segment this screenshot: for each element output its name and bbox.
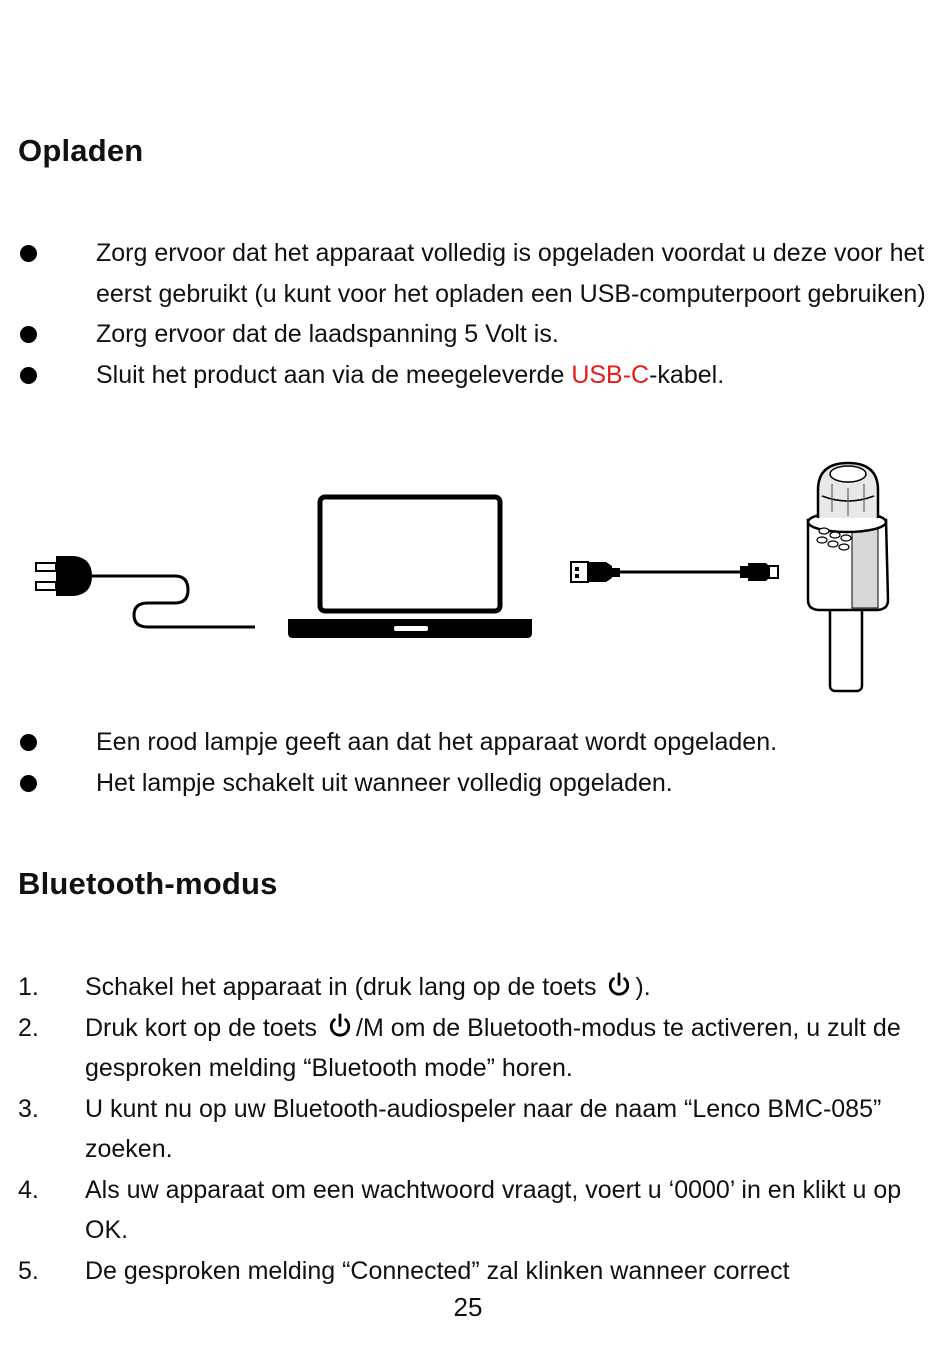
usb-cable-icon bbox=[571, 562, 778, 582]
bullet-icon bbox=[20, 775, 37, 792]
charging-illustration bbox=[0, 455, 950, 700]
list-item bbox=[0, 1170, 950, 1251]
list-item bbox=[0, 314, 950, 355]
bullet-text-after: -kabel. bbox=[649, 360, 725, 389]
karaoke-microphone-icon bbox=[808, 463, 888, 691]
bullet-text-before: Sluit het product aan via de meegeleverde bbox=[96, 360, 572, 389]
list-item bbox=[0, 1089, 950, 1170]
step-number: 3. bbox=[18, 1094, 39, 1123]
bullet-icon bbox=[20, 367, 37, 384]
step-text: De gesproken melding “Connected” zal klinken wanneer correct bbox=[85, 1256, 790, 1285]
bullet-icon bbox=[20, 245, 37, 262]
bluetooth-steps-list bbox=[0, 967, 950, 1291]
section-title-opladen: Opladen bbox=[18, 133, 144, 168]
step-text-after: ). bbox=[635, 973, 651, 1001]
step-text-before: Schakel het apparaat in (druk lang op de toets bbox=[85, 973, 604, 1001]
step-number: 1. bbox=[18, 973, 39, 1001]
power-button-icon bbox=[326, 1012, 354, 1040]
list-item bbox=[0, 763, 950, 804]
bullet-text: Het lampje schakelt uit wanneer volledig opgeladen. bbox=[96, 768, 673, 797]
step-number: 2. bbox=[18, 1013, 39, 1042]
charging-bullet-list bbox=[0, 233, 950, 395]
list-item bbox=[0, 233, 950, 314]
step-text-after: /M om de Bluetooth-modus te activeren, u zult de gesproken melding “Bluetooth mode” horen. bbox=[85, 1013, 901, 1082]
bullet-text: Een rood lampje geeft aan dat het apparaat wordt opgeladen. bbox=[96, 728, 778, 756]
bullet-text: Zorg ervoor dat de laadspanning 5 Volt is. bbox=[96, 320, 559, 348]
laptop-icon bbox=[288, 497, 532, 638]
list-item bbox=[0, 722, 950, 763]
step-text: U kunt nu op uw Bluetooth-audiospeler naar de naam “Lenco BMC-085” zoeken. bbox=[85, 1094, 882, 1163]
led-bullet-list bbox=[0, 722, 950, 803]
bullet-icon bbox=[20, 326, 37, 343]
bullet-text: Zorg ervoor dat het apparaat volledig is opgeladen voordat u deze voor het eerst gebruikt (u kunt voor het opladen een USB-computerpoort gebruiken) bbox=[96, 239, 926, 308]
page-number: 25 bbox=[453, 1292, 483, 1322]
power-button-icon bbox=[605, 971, 633, 999]
list-item bbox=[0, 1008, 950, 1089]
list-item bbox=[0, 967, 950, 1008]
step-number: 4. bbox=[18, 1175, 39, 1204]
section-title-bluetooth: Bluetooth-modus bbox=[18, 866, 278, 901]
bullet-icon bbox=[20, 734, 37, 751]
usb-c-highlight: USB-C bbox=[571, 360, 650, 389]
power-plug-icon bbox=[36, 556, 255, 627]
step-number: 5. bbox=[18, 1256, 39, 1285]
step-text: Als uw apparaat om een wachtwoord vraagt, voert u ‘0000’ in en klikt u op OK. bbox=[85, 1175, 902, 1244]
step-text-before: Druk kort op de toets bbox=[85, 1013, 325, 1042]
list-item bbox=[0, 1251, 950, 1292]
list-item bbox=[0, 355, 950, 396]
